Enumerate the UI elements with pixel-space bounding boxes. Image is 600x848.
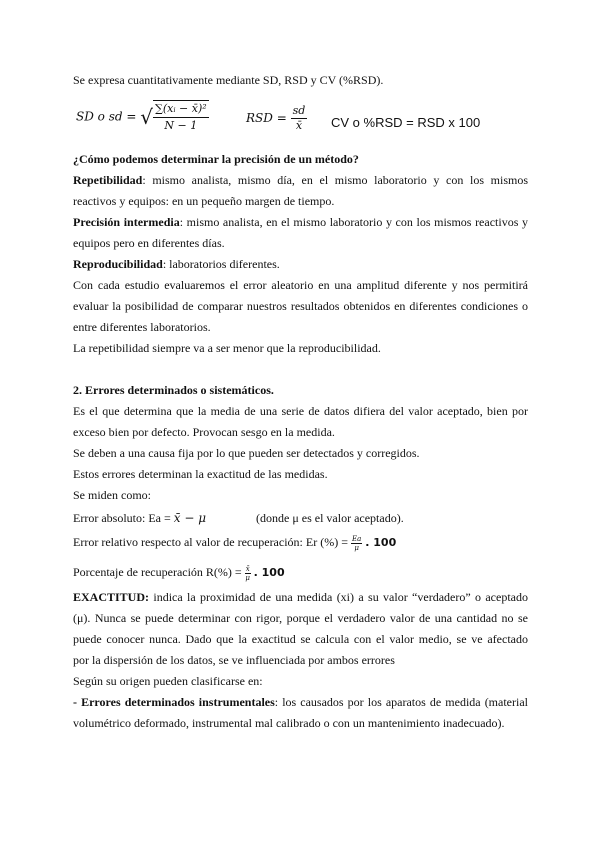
error-relativo-line: Error relativo respecto al valor de recuperación: Er (%) = $\frac{Ea}{\mu}$ . 100 — [73, 534, 397, 552]
precision-intermedia-line-2: equipos pero en diferentes días. — [73, 236, 225, 250]
error-relativo-tail: . 100 — [365, 536, 397, 549]
sqrt-symbol: √ — [140, 104, 153, 129]
rsd-fraction — [291, 104, 308, 133]
sd-fraction — [153, 100, 209, 134]
error-absoluto-line: Error absoluto: Ea = x̄ − μ (donde μ es el valor aceptado). — [73, 508, 528, 529]
precision-intermedia-term: Precisión intermedia — [73, 215, 180, 229]
section2-line-4: Estos errores determinan la exactitud de las medidas. — [73, 467, 328, 481]
reproducibilidad-line: Reproducibilidad: laboratorios diferentes. — [73, 257, 280, 271]
rsd-formula — [246, 104, 307, 133]
exactitud-line-5: Según su origen pueden clasificarse en: — [73, 674, 263, 688]
instrumentales-line-1: - Errores determinados instrumentales: los causados por los aparatos de medida (material — [73, 695, 528, 709]
precision-heading: ¿Cómo podemos determinar la precisión de un método? — [73, 152, 359, 166]
precision-paragraph-line-1: Con cada estudio evaluaremos el error aleatorio en una amplitud diferente y nos permitirá — [73, 278, 528, 292]
recuperacion-line: Porcentaje de recuperación R(%) = $\frac{x̄}{\mu}$ . 100 — [73, 564, 285, 582]
exactitud-line-1: EXACTITUD: indica la proximidad de una medida (xi) a su valor “verdadero” o aceptado — [73, 590, 528, 604]
repetibilidad-line-1: Repetibilidad: mismo analista, mismo día, en el mismo laboratorio y con los mismos — [73, 173, 528, 187]
cv-formula: CV o %RSD = RSD x 100 — [331, 115, 481, 130]
precision-paragraph-line-2: evaluar la posibilidad de comparar nuestros resultados obtenidos en diferentes condiciones o — [73, 299, 528, 313]
intro-text: Se expresa cuantitativamente mediante SD, RSD y CV (%RSD). — [73, 73, 384, 87]
section2-line-2: exceso bien por defecto. Provocan sesgo en la medida. — [73, 425, 335, 439]
exactitud-line-3: puede conocer nunca. Dado que la exactitud se calcula con el valor medio, se ve afectado — [73, 632, 528, 646]
repetibilidad-line-2: reactivos y equipos: en un pequeño margen de tiempo. — [73, 194, 335, 208]
precision-paragraph-line-4: La repetibilidad siempre va a ser menor que la reproducibilidad. — [73, 341, 381, 355]
precision-paragraph-line-3: entre diferentes laboratorios. — [73, 320, 211, 334]
section2-heading: 2. Errores determinados o sistemáticos. — [73, 383, 274, 397]
section2-line-1: Es el que determina que la media de una serie de datos difiera del valor aceptado, bien por — [73, 404, 528, 418]
sd-lhs: SD o sd = — [76, 109, 137, 124]
recuperacion-fraction: $\frac{x̄}{\mu}$ — [245, 564, 250, 582]
instrumentales-term: - Errores determinados instrumentales — [73, 695, 275, 709]
sd-formula — [76, 100, 209, 134]
sd-denominator: N − 1 — [164, 119, 198, 132]
sd-numerator: ∑(xᵢ − x̄)² — [153, 101, 209, 118]
rsd-denominator: x̄ — [295, 119, 303, 132]
section2-line-5: Se miden como: — [73, 488, 151, 502]
error-relativo-fraction: $\frac{Ea}{\mu}$ — [351, 534, 362, 552]
reproducibilidad-term: Reproducibilidad — [73, 257, 163, 271]
instrumentales-line-2: volumétrico deformado, instrumental mal calibrado o con un mantenimiento inadecuado). — [73, 716, 505, 730]
error-absoluto-note: (donde μ es el valor aceptado). — [256, 511, 404, 525]
exactitud-line-2: (μ). Nunca se puede determinar con rigor, porque el verdadero valor de una cantidad no se — [73, 611, 528, 625]
rsd-numerator: sd — [292, 104, 306, 117]
section2-line-3: Se deben a una causa fija por lo que pueden ser detectados y corregidos. — [73, 446, 420, 460]
precision-intermedia-line-1: Precisión intermedia: mismo analista, en el mismo laboratorio y con los mismos reactivos y — [73, 215, 528, 229]
repetibilidad-term: Repetibilidad — [73, 173, 143, 187]
rsd-lhs: RSD = — [246, 111, 287, 125]
error-absoluto-formula: x̄ − μ — [173, 511, 206, 525]
recuperacion-tail: . 100 — [253, 566, 285, 579]
exactitud-term: EXACTITUD: — [73, 590, 150, 604]
exactitud-line-4: por la dispersión de los datos, se ve influenciada por ambos errores — [73, 653, 395, 667]
